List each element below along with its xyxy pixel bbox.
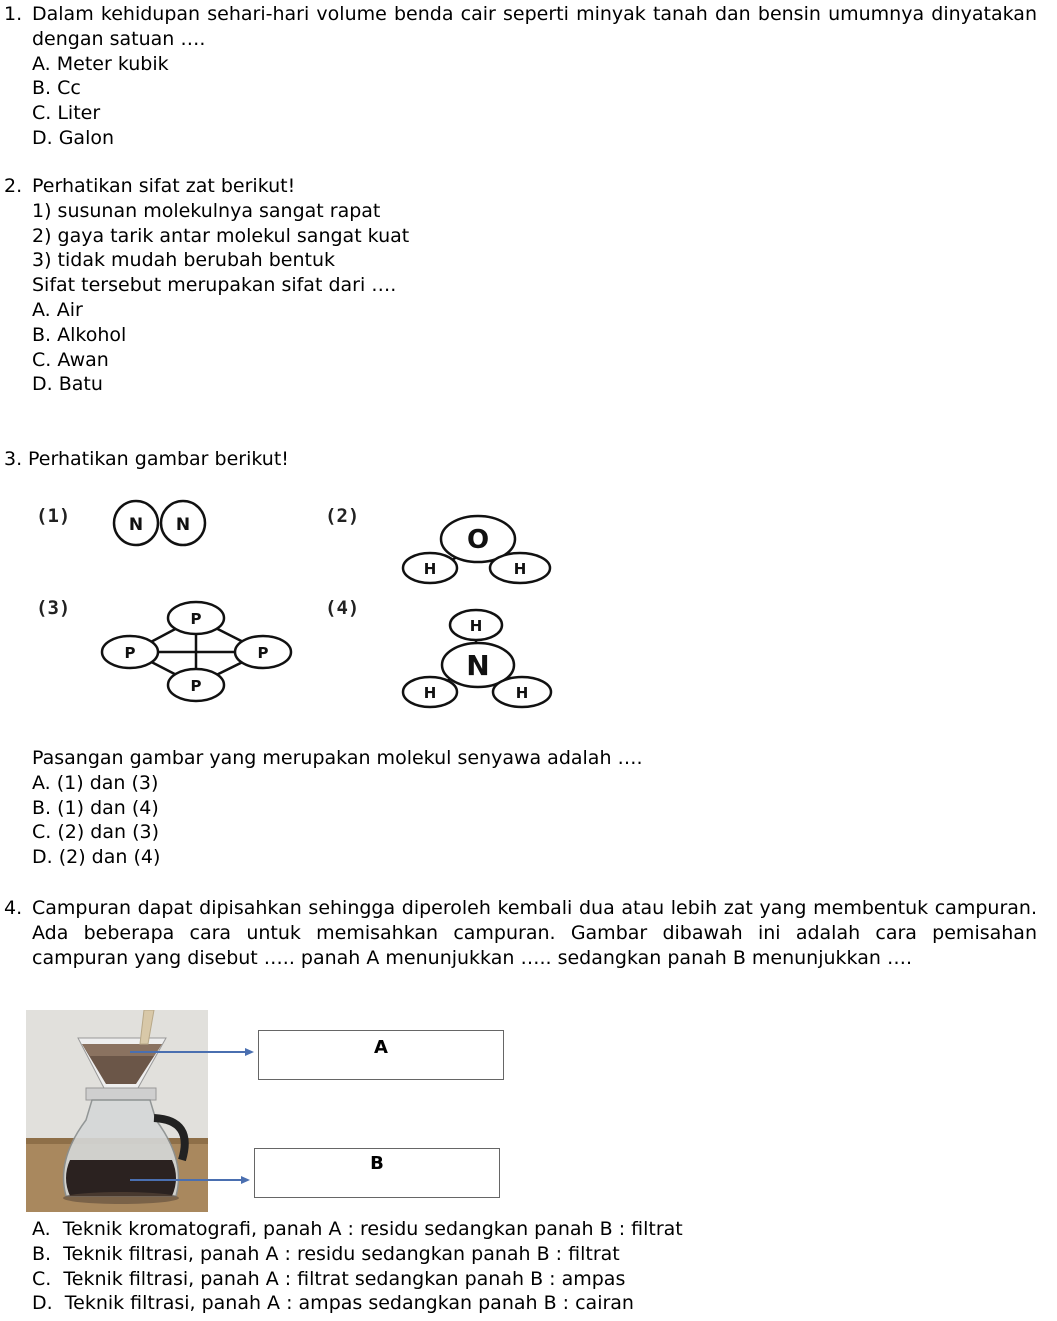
option-c: C. Liter	[32, 102, 101, 125]
atom-label: P	[190, 610, 202, 628]
figure-label-4: (4)	[325, 597, 360, 619]
question-text: Dalam kehidupan sehari-hari volume benda cair seperti minyak tanah dan bensin umumnya dinyatakan dengan satuan ….	[32, 3, 1037, 50]
atom-label: H	[469, 617, 483, 635]
question-number: 3.	[4, 448, 23, 470]
atom-label: N	[175, 515, 191, 535]
option-d: D. Batu	[32, 373, 103, 396]
figure-label-2: (2)	[325, 505, 360, 527]
option-d: D. Teknik filtrasi, panah A : ampas sedangkan panah B : cairan	[32, 1292, 634, 1315]
option-c: C. Teknik filtrasi, panah A : filtrat sedangkan panah B : ampas	[32, 1267, 626, 1290]
option-c: C. Awan	[32, 348, 109, 371]
question-intro: Perhatikan sifat zat berikut!	[32, 175, 296, 197]
figure-label-1: (1)	[36, 505, 71, 527]
option-a: A. Meter kubik	[32, 52, 169, 75]
figure-label-3: (3)	[36, 597, 71, 619]
question-4	[4, 896, 1037, 970]
answer-box-a	[258, 1030, 504, 1080]
arrow-b-head	[241, 1176, 250, 1184]
atom-label: H	[513, 560, 527, 578]
question-text: Pasangan gambar yang merupakan molekul senyawa adalah ….	[32, 747, 643, 769]
option-b: B. Teknik filtrasi, panah A : residu sedangkan panah B : filtrat	[32, 1242, 620, 1265]
property-item-1: 1) susunan molekulnya sangat rapat	[32, 199, 381, 222]
atom-label: H	[423, 684, 437, 702]
option-b: B. (1) dan (4)	[32, 796, 159, 819]
question-4-options	[32, 1217, 1032, 1316]
question-3-body	[32, 746, 1032, 870]
option-a: A. (1) dan (3)	[32, 771, 159, 794]
atom-label: H	[515, 684, 529, 702]
arrow-a-head	[245, 1048, 254, 1056]
atom-label: N	[128, 515, 144, 535]
atom-label: P	[124, 644, 136, 662]
option-b: B. Cc	[32, 77, 81, 100]
option-d: D. (2) dan (4)	[32, 846, 161, 869]
option-b: B. Alkohol	[32, 323, 127, 346]
box-a-label: A	[374, 1037, 388, 1058]
question-text: Sifat tersebut merupakan sifat dari ….	[32, 274, 397, 297]
question-number: 2.	[4, 175, 23, 197]
question-number: 4.	[4, 897, 23, 919]
question-intro: Perhatikan gambar berikut!	[28, 448, 289, 470]
atom-label: H	[423, 560, 437, 578]
answer-box-b	[254, 1148, 500, 1198]
question-text: Campuran dapat dipisahkan sehingga diperoleh kembali dua atau lebih zat yang membentuk campuran. Ada beberapa cara untuk memisahkan campuran. Gambar dibawah ini adalah cara pemisahan campuran yang disebut ….. panah A menunjukkan ….. sedangkan panah B menunjukkan ….	[32, 897, 1037, 969]
atom-label: O	[466, 525, 490, 555]
option-a: A. Teknik kromatografi, panah A : residu sedangkan panah B : filtrat	[32, 1218, 683, 1240]
property-item-2: 2) gaya tarik antar molekul sangat kuat	[32, 224, 410, 247]
atom-label: P	[257, 644, 269, 662]
filtration-photo	[26, 1010, 208, 1212]
option-a: A. Air	[32, 298, 83, 321]
question-number: 1.	[4, 3, 23, 25]
box-b-label: B	[370, 1153, 384, 1174]
atom-label: N	[466, 649, 490, 682]
atom-label: P	[190, 677, 202, 695]
option-d: D. Galon	[32, 126, 115, 149]
option-c: C. (2) dan (3)	[32, 821, 159, 844]
property-item-3: 3) tidak mudah berubah bentuk	[32, 249, 336, 272]
